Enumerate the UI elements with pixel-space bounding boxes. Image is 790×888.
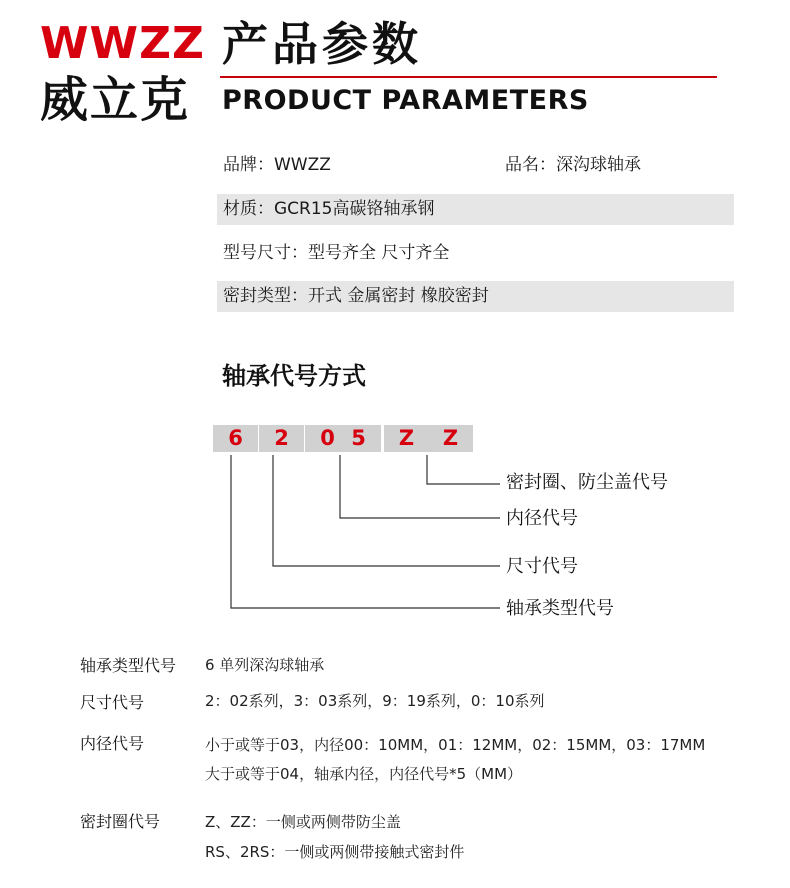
code-char-bore-2: 5 (336, 425, 381, 452)
code-char-seal-2: Z (428, 425, 473, 452)
code-section-title: 轴承代号方式 (222, 362, 366, 390)
code-char-seal-1: Z (384, 425, 429, 452)
page-title: 产品参数 (222, 17, 422, 71)
brand-logo-en: WWZZ (40, 18, 205, 69)
connector-size (273, 455, 500, 566)
table-label-seal: 密封圈代号 (80, 812, 161, 831)
legend-seal: 密封圈、防尘盖代号 (506, 472, 668, 493)
table-value-seal-2: RS、2RS：一侧或两侧带接触式密封件 (205, 843, 465, 861)
param-seal-types: 密封类型：开式 金属密封 橡胶密封 (223, 286, 489, 306)
legend-size: 尺寸代号 (506, 556, 578, 577)
legend-bore: 内径代号 (506, 508, 578, 529)
table-value-size: 2：02系列，3：03系列，9：19系列，0：10系列 (205, 692, 545, 710)
param-material: 材质：GCR15高碳铬轴承钢 (223, 199, 435, 219)
table-value-bore-2: 大于或等于04，轴承内径，内径代号*5（MM） (205, 765, 523, 783)
param-brand: 品牌：WWZZ (223, 155, 331, 175)
code-char-type: 6 (213, 425, 258, 452)
brand-logo-cn: 威立克 (40, 72, 191, 128)
code-char-bore-1: 0 (305, 425, 350, 452)
connector-seal (427, 455, 500, 484)
table-label-type: 轴承类型代号 (80, 656, 177, 675)
table-label-size: 尺寸代号 (80, 693, 145, 712)
table-value-seal-1: Z、ZZ：一侧或两侧带防尘盖 (205, 813, 401, 831)
code-char-size: 2 (259, 425, 304, 452)
connector-bore (340, 455, 500, 518)
legend-type: 轴承类型代号 (506, 598, 614, 619)
table-label-bore: 内径代号 (80, 734, 145, 753)
table-value-bore-1: 小于或等于03，内径00：10MM，01：12MM，02：15MM，03：17MM (205, 736, 706, 754)
connector-type (231, 455, 500, 608)
param-product-name: 品名：深沟球轴承 (505, 155, 641, 175)
param-models: 型号尺寸：型号齐全 尺寸齐全 (223, 243, 450, 263)
table-value-type: 6 单列深沟球轴承 (205, 656, 325, 674)
page-subtitle: PRODUCT PARAMETERS (222, 85, 589, 116)
